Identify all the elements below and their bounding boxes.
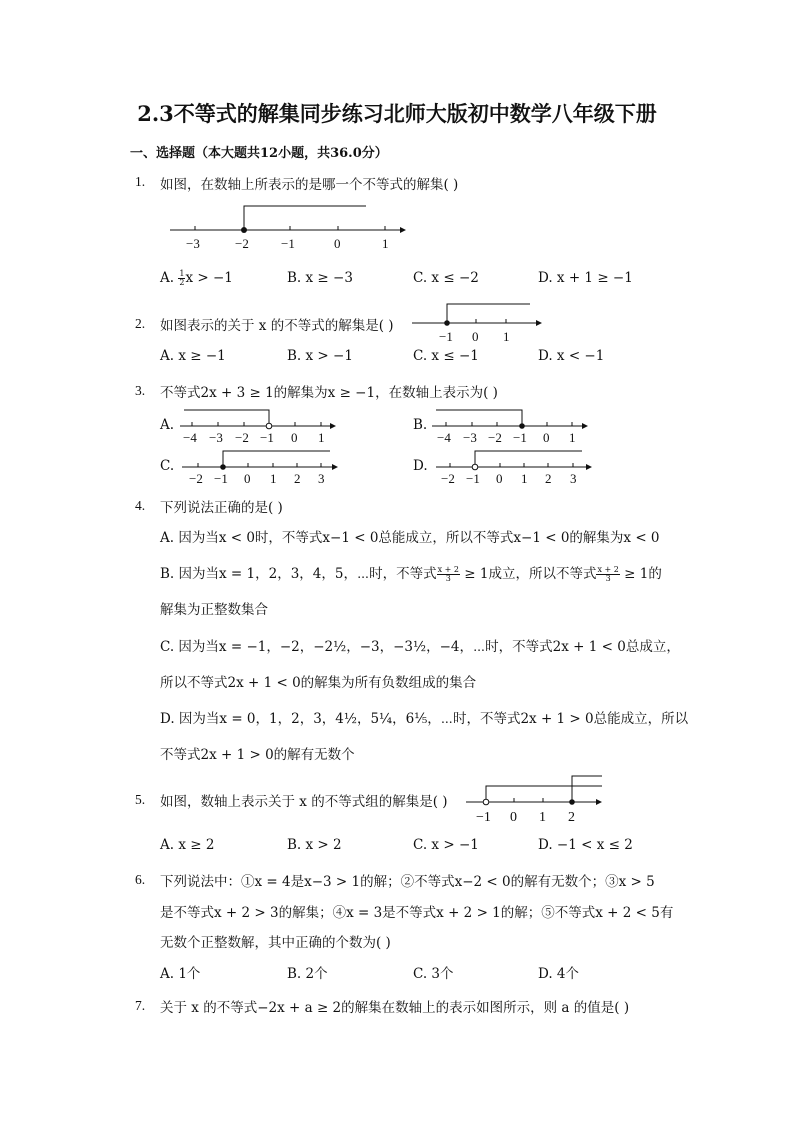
q5-number: 5. [135, 792, 146, 807]
q3a-tick: 0 [291, 430, 298, 445]
q6-option-a[interactable]: A. 1个 [160, 966, 201, 982]
q1-frac-num: 1 [179, 269, 185, 278]
q3c-tick: 2 [294, 471, 301, 486]
q1-number-line [170, 200, 410, 255]
q3a-tick: −4 [183, 430, 197, 445]
q1-option-c[interactable]: C. x ≤ −2 [413, 270, 479, 286]
q4-option-c-cont: 所以不等式2x + 1 < 0的解集为所有负数组成的集合 [160, 675, 477, 691]
q4-option-c[interactable]: C. 因为当x = −1，−2，−2½，−3，−3½，−4，⋯时，不等式2x + 1 < 0总成立， [160, 639, 680, 655]
q3c-tick: −2 [189, 471, 203, 486]
q3a-tick: −1 [260, 430, 274, 445]
page-title: 2.3不等式的解集同步练习北师大版初中数学八年级下册 [137, 101, 657, 126]
q3b-tick: 1 [569, 430, 576, 445]
q4-frac-num: x + 2 [437, 565, 459, 574]
q4-option-d-cont: 不等式2x + 1 > 0的解有无数个 [160, 747, 355, 763]
q5-option-b[interactable]: B. x > 2 [287, 837, 342, 853]
q5-tick: 1 [539, 810, 546, 825]
q3b-tick: −2 [488, 430, 502, 445]
q3a-tick: −2 [235, 430, 249, 445]
q6-option-d[interactable]: D. 4个 [538, 966, 580, 982]
q3-option-a[interactable]: A. [160, 417, 175, 433]
q1-tick: −1 [281, 236, 295, 251]
q6-option-c[interactable]: C. 3个 [413, 966, 454, 982]
q4-option-b-cont: 解集为正整数集合 [160, 602, 268, 618]
q5-open-point [483, 799, 489, 805]
q3-option-a-number-line [180, 405, 340, 445]
q2-number: 2. [135, 316, 146, 331]
q7-text: 关于 x 的不等式−2x + a ≥ 2的解集在数轴上的表示如图所示，则 a 的值是( ) [160, 1000, 630, 1016]
q1-frac-den: 2 [179, 278, 185, 287]
q1-number: 1. [135, 174, 146, 189]
q4-frac-num-2: x + 2 [597, 565, 619, 574]
q4-text: 下列说法正确的是( ) [160, 500, 283, 516]
q2-tick: 0 [472, 329, 479, 344]
q3d-tick: −1 [466, 471, 480, 486]
q2-option-a[interactable]: A. x ≥ −1 [160, 348, 226, 364]
q4-frac-den: 3 [445, 574, 451, 583]
q3b-tick: −1 [513, 430, 527, 445]
q3-option-d-number-line [436, 446, 596, 486]
q3b-solid-point [519, 423, 525, 429]
q5-tick: −1 [476, 810, 491, 825]
q5-option-d[interactable]: D. −1 < x ≤ 2 [538, 837, 633, 853]
q3a-tick: −3 [209, 430, 223, 445]
q2-option-d[interactable]: D. x < −1 [538, 348, 605, 364]
q7-number: 7. [135, 998, 146, 1013]
q3c-tick: 1 [270, 471, 277, 486]
q4-b-fraction [437, 566, 460, 583]
q3-option-d[interactable]: D. [413, 458, 428, 474]
q6-line2: 是不等式x + 2 > 3的解集；④x = 3是不等式x + 2 > 1的解；⑤不等式x + 2 < 5有 [160, 905, 674, 921]
q5-option-a[interactable]: A. x ≥ 2 [160, 837, 215, 853]
q6-line1: 下列说法中：①x = 4是x−3 > 1的解；②不等式x−2 < 0的解有无数个；③x > 5 [160, 874, 655, 890]
q3c-tick: 0 [244, 471, 251, 486]
q6-number: 6. [135, 872, 146, 887]
q1-option-a-text: x > −1 [185, 270, 233, 286]
q4-number: 4. [135, 498, 146, 513]
q1-solid-point [241, 227, 247, 233]
q4-b-fraction-2 [596, 566, 619, 583]
q3d-tick: −2 [441, 471, 455, 486]
q1-tick: −3 [186, 236, 200, 251]
q3b-tick: −3 [463, 430, 477, 445]
q5-text: 如图，数轴上表示关于 x 的不等式组的解集是( ) [160, 794, 448, 810]
q5-option-c[interactable]: C. x > −1 [413, 837, 479, 853]
q3b-tick: 0 [543, 430, 550, 445]
q5-tick: 2 [568, 810, 575, 825]
q5-tick: 0 [510, 810, 517, 825]
q5-number-line [466, 770, 606, 825]
q3-option-c[interactable]: C. [160, 458, 175, 474]
q4-b-part1: B. 因为当x = 1，2，3，4，5，⋯时，不等式 [160, 566, 437, 582]
q3-text: 不等式2x + 3 ≥ 1的解集为x ≥ −1，在数轴上表示为( ) [160, 385, 498, 401]
q3-option-b-number-line [432, 405, 592, 445]
q4-frac-den-2: 3 [605, 574, 611, 583]
q3d-tick: 2 [545, 471, 552, 486]
q2-solid-point [444, 320, 450, 326]
q2-number-line [412, 298, 552, 348]
q6-line3: 无数个正整数解，其中正确的个数为( ) [160, 935, 391, 951]
q1-option-b[interactable]: B. x ≥ −3 [287, 270, 353, 286]
q4-option-a[interactable]: A. 因为当x < 0时，不等式x−1 < 0总能成立，所以不等式x−1 < 0的解集为x < 0 [160, 530, 660, 546]
q4-option-d[interactable]: D. 因为当x = 0，1，2，3，4½，5¼，6⅕，⋯时，不等式2x + 1 > 0总能成立，所以 [160, 711, 689, 727]
q4-b-part2: ≥ 1成立，所以不等式 [460, 566, 597, 582]
q1-option-a[interactable] [160, 270, 233, 287]
q1-tick: −2 [235, 236, 249, 251]
q2-option-b[interactable]: B. x > −1 [287, 348, 353, 364]
q1-tick: 1 [382, 236, 389, 251]
q3c-solid-point [220, 464, 226, 470]
q2-tick: −1 [439, 329, 453, 344]
q3a-tick: 1 [318, 430, 325, 445]
q1-option-d[interactable]: D. x + 1 ≥ −1 [538, 270, 633, 286]
q3a-open-point [266, 423, 272, 429]
q4-option-b[interactable] [160, 562, 662, 583]
q1-tick: 0 [334, 236, 341, 251]
q1-option-a-label: A. [160, 270, 175, 286]
q2-tick: 1 [503, 329, 510, 344]
q4-b-part3: ≥ 1的 [619, 566, 662, 582]
q3d-open-point [472, 464, 478, 470]
q3d-tick: 3 [570, 471, 577, 486]
q3c-tick: −1 [214, 471, 228, 486]
section-heading: 一、选择题（本大题共12小题，共36.0分） [130, 146, 388, 161]
q3-option-b[interactable]: B. [413, 417, 428, 433]
q3-number: 3. [135, 383, 146, 398]
q3c-tick: 3 [318, 471, 325, 486]
q6-option-b[interactable]: B. 2个 [287, 966, 328, 982]
q3-option-c-number-line [182, 446, 342, 486]
q3d-tick: 0 [496, 471, 503, 486]
q1-text: 如图，在数轴上所表示的是哪一个不等式的解集( ) [160, 177, 459, 193]
q3b-tick: −4 [437, 430, 451, 445]
q2-text: 如图表示的关于 x 的不等式的解集是( ) [160, 318, 394, 334]
q3d-tick: 1 [521, 471, 528, 486]
q2-option-c[interactable]: C. x ≤ −1 [413, 348, 479, 364]
q5-solid-point [569, 799, 575, 805]
